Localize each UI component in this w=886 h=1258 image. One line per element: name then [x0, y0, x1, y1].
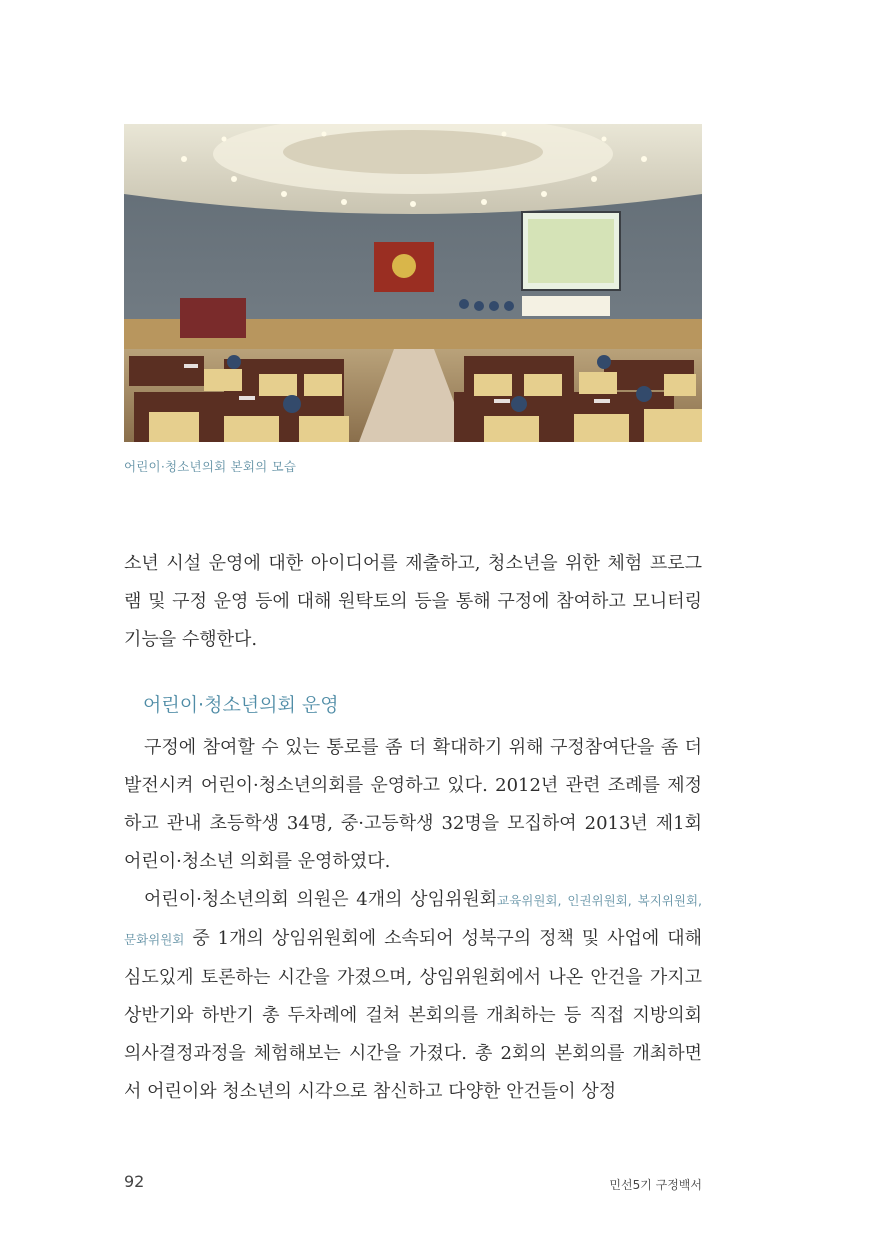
paragraph-3-lead: 어린이·청소년의회 의원은 4개의 상임위원회 — [144, 889, 498, 910]
paragraph-3 — [124, 881, 702, 1111]
photo-caption: 어린이·청소년의회 본회의 모습 — [124, 459, 297, 474]
committee-list-note: 교육위원회, 인권위원회, 복지위원회, 문화위원회 — [124, 893, 702, 947]
paragraph-3-rest: 중 1개의 상임위원회에 소속되어 성북구의 정책 및 사업에 대해 심도있게 토론하는 시간을 가졌으며, 상임위원회에서 나온 안건을 가지고 상반기와 하반기 총 두차례에 걸쳐 본회의를 개최하는 등 직접 지방의회 의사결정과정을 체험해보는 시간을 가졌다. 총 2회의 본회의를 개최하면서 어린이와 청소년의 시각으로 참신하고 다양한 안건들이 상정 — [124, 928, 702, 1102]
council-chamber-illustration — [124, 124, 702, 442]
page-number: 92 — [124, 1172, 145, 1191]
paragraph-1: 소년 시설 운영에 대한 아이디어를 제출하고, 청소년을 위한 체험 프로그램 및 구정 운영 등에 대해 원탁토의 등을 통해 구정에 참여하고 모니터링 기능을 수행한다. — [124, 553, 702, 650]
council-session-photo — [124, 124, 702, 442]
paragraph-2: 구정에 참여할 수 있는 통로를 좀 더 확대하기 위해 구정참여단을 좀 더 발전시켜 어린이·청소년의회를 운영하고 있다. 2012년 관련 조례를 제정하고 관내 초등학생 34명, 중·고등학생 32명을 모집하여 2013년 제1회 어린이·청소년 의회를 운영하였다. — [124, 737, 702, 872]
running-title: 민선5기 구정백서 — [609, 1178, 702, 1192]
section-heading: 어린이·청소년의회 운영 — [143, 694, 339, 716]
